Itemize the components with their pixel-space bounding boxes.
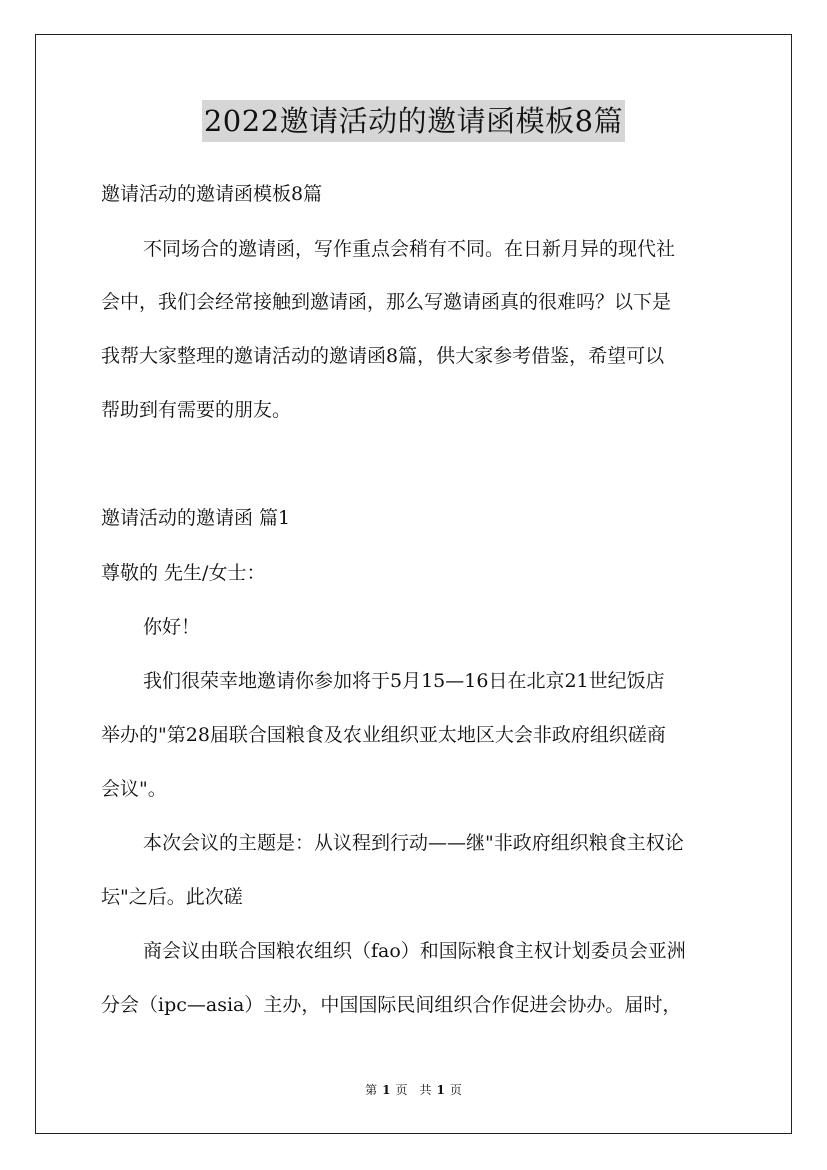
- paragraph-line: 举办的"第28届联合国粮食及农业组织亚太地区大会非政府组织磋商: [101, 724, 666, 746]
- page-prefix: 第: [365, 1083, 378, 1097]
- paragraph-line: 会中，我们会经常接触到邀请函，那么写邀请函真的很难吗？以下是: [101, 291, 672, 313]
- page-indicator-current: [360, 1083, 467, 1097]
- page-current-number: 1: [382, 1083, 391, 1097]
- paragraph-line: 不同场合的邀请函，写作重点会稍有不同。在日新月异的现代社: [143, 238, 676, 260]
- paragraph-line: 坛"之后。此次磋: [101, 886, 243, 908]
- title-container: [0, 100, 827, 142]
- paragraph-line: 我们很荣幸地邀请你参加将于5月15—16日在北京21世纪饭店: [143, 670, 665, 692]
- paragraph-line: 本次会议的主题是：从议程到行动——继"非政府组织粮食主权论: [143, 832, 684, 854]
- page-mid-text: 页 共: [395, 1083, 432, 1097]
- paragraph-line: 帮助到有需要的朋友。: [101, 399, 292, 421]
- greeting: 你好！: [143, 616, 201, 638]
- paragraph-line: 分会（ipc—asia）主办，中国国际民间组织合作促进会协办。届时，: [101, 994, 682, 1016]
- salutation: 尊敬的 先生/女士：: [101, 562, 266, 584]
- subtitle-line: 邀请活动的邀请函模板8篇: [101, 183, 323, 205]
- page-footer: [0, 1082, 827, 1098]
- page-total-number: 1: [436, 1083, 445, 1097]
- paragraph-line: 我帮大家整理的邀请活动的邀请函8篇，供大家参考借鉴，希望可以: [101, 345, 665, 367]
- page-suffix: 页: [449, 1083, 462, 1097]
- document-title: 2022邀请活动的邀请函模板8篇: [202, 100, 625, 142]
- paragraph-line: 商会议由联合国粮农组织（fao）和国际粮食主权计划委员会亚洲: [143, 940, 686, 962]
- paragraph-line: 会议"。: [101, 778, 167, 800]
- section-heading: 邀请活动的邀请函 篇1: [101, 507, 291, 529]
